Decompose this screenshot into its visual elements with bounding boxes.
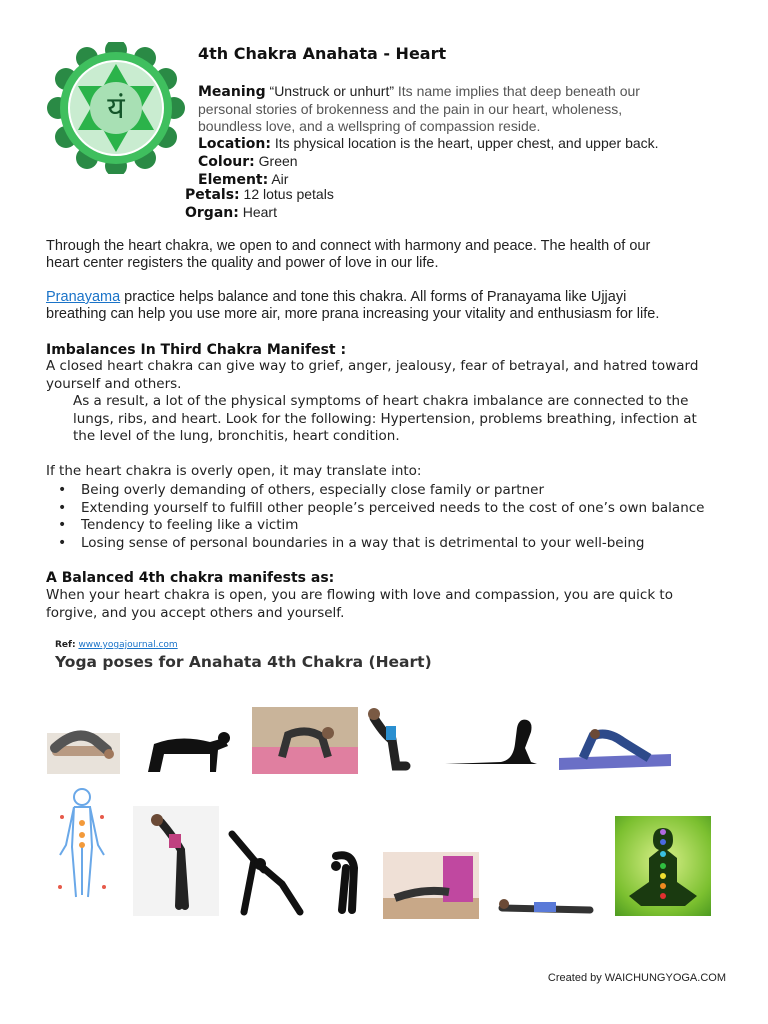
- body-energy-diagram: [52, 785, 112, 905]
- intro-paragraph: [46, 238, 650, 272]
- pose-triangle-silhouette: [224, 826, 306, 916]
- imbalances-indent-3: the level of the lung, bronchitis, heart condition.: [73, 428, 400, 444]
- petals-value: 12 lotus petals: [243, 186, 334, 202]
- balanced-text: [46, 587, 673, 622]
- pose-tabletop-photo: [252, 707, 358, 774]
- imbalances-heading: Imbalances In Third Chakra Manifest :: [46, 342, 347, 358]
- pranayama-line-2: breathing can help you use more air, more prana increasing your vitality and enthusiasm for life.: [46, 306, 660, 322]
- meaning-label: Meaning: [198, 84, 266, 100]
- pranayama-link[interactable]: Pranayama: [46, 289, 121, 305]
- overly-open-intro: If the heart chakra is overly open, it may translate into:: [46, 463, 422, 479]
- list-item: • Being overly demanding of others, especially close family or partner: [46, 482, 705, 500]
- organ-label: Organ:: [185, 205, 239, 221]
- pose-supported-bridge-photo: [383, 852, 479, 919]
- chakra-bija-glyph: यं: [107, 91, 125, 126]
- meaning-text-2: personal stories of brokenness and the pain in our heart, wholeness,: [198, 101, 623, 117]
- meaning-quote: “Unstruck or unhurt”: [269, 83, 395, 99]
- imbalances-indent-1: As a result, a lot of the physical symptoms of heart chakra imbalance are connected to the: [73, 393, 689, 409]
- list-item: • Losing sense of personal boundaries in a way that is detrimental to your well-being: [46, 535, 705, 553]
- element-label: Element:: [198, 172, 269, 188]
- imbalances-line-2: yourself and others.: [46, 375, 182, 392]
- meaning-text-3: boundless love, and a wellspring of compassion reside.: [198, 118, 541, 134]
- pranayama-paragraph: [46, 289, 659, 323]
- balanced-line-2: forgive, and you accept others and yourself.: [46, 604, 345, 621]
- anahata-chakra-symbol: [46, 42, 186, 174]
- reference: [55, 640, 178, 650]
- imbalances-text: [46, 358, 698, 393]
- meaning-text-1: Its name implies that deep beneath our: [397, 83, 640, 99]
- organ-value: Heart: [242, 204, 277, 220]
- pose-camel-photo: [362, 704, 417, 772]
- ref-label: Ref:: [55, 640, 76, 650]
- meaning-block: [198, 83, 728, 189]
- intro-line-1: Through the heart chakra, we open to and connect with harmony and peace. The health of our: [46, 238, 651, 254]
- poses-heading: Yoga poses for Anahata 4th Chakra (Heart): [55, 653, 432, 671]
- list-item: • Extending yourself to fulfill other people’s perceived needs to the cost of one’s own balance: [46, 500, 705, 518]
- petals-label: Petals:: [185, 187, 240, 203]
- location-label: Location:: [198, 136, 271, 152]
- imbalances-indent-2: lungs, ribs, and heart. Look for the following: Hypertension, problems breathing, infection at: [73, 410, 697, 427]
- ref-link[interactable]: www.yogajournal.com: [78, 640, 178, 650]
- chakra-meditation-image: [615, 816, 711, 916]
- petals-organ-block: [185, 186, 334, 222]
- pose-reclined-backbend-photo: [47, 706, 120, 774]
- pose-cat-cow-silhouette: [140, 724, 232, 776]
- colour-value: Green: [258, 153, 298, 169]
- list-item: • Tendency to feeling like a victim: [46, 517, 705, 535]
- imbalances-line-1: A closed heart chakra can give way to grief, anger, jealousy, fear of betrayal, and hatred toward: [46, 358, 699, 374]
- footer-credit: Created by WAICHUNGYOGA.COM: [547, 972, 726, 984]
- page-title: 4th Chakra Anahata - Heart: [198, 44, 447, 63]
- overly-open-list: [46, 482, 705, 552]
- pose-standing-backbend-photo: [133, 806, 219, 916]
- location-value: Its physical location is the heart, upper chest, and upper back.: [274, 135, 659, 151]
- pose-savasana-photo: [494, 888, 602, 920]
- element-value: Air: [271, 171, 289, 187]
- balanced-line-1: When your heart chakra is open, you are flowing with love and compassion, you are quick to: [46, 587, 673, 603]
- pose-cobra-silhouette: [441, 714, 541, 768]
- colour-label: Colour:: [198, 154, 255, 170]
- pranayama-line-1: practice helps balance and tone this chakra. All forms of Pranayama like Ujjayi: [120, 289, 627, 305]
- imbalances-indent-text: [73, 393, 697, 446]
- pose-forward-fold-silhouette: [328, 850, 362, 914]
- pose-puppy-photo: [553, 718, 676, 772]
- intro-line-2: heart center registers the quality and power of love in our life.: [46, 255, 439, 271]
- balanced-heading: A Balanced 4th chakra manifests as:: [46, 570, 335, 586]
